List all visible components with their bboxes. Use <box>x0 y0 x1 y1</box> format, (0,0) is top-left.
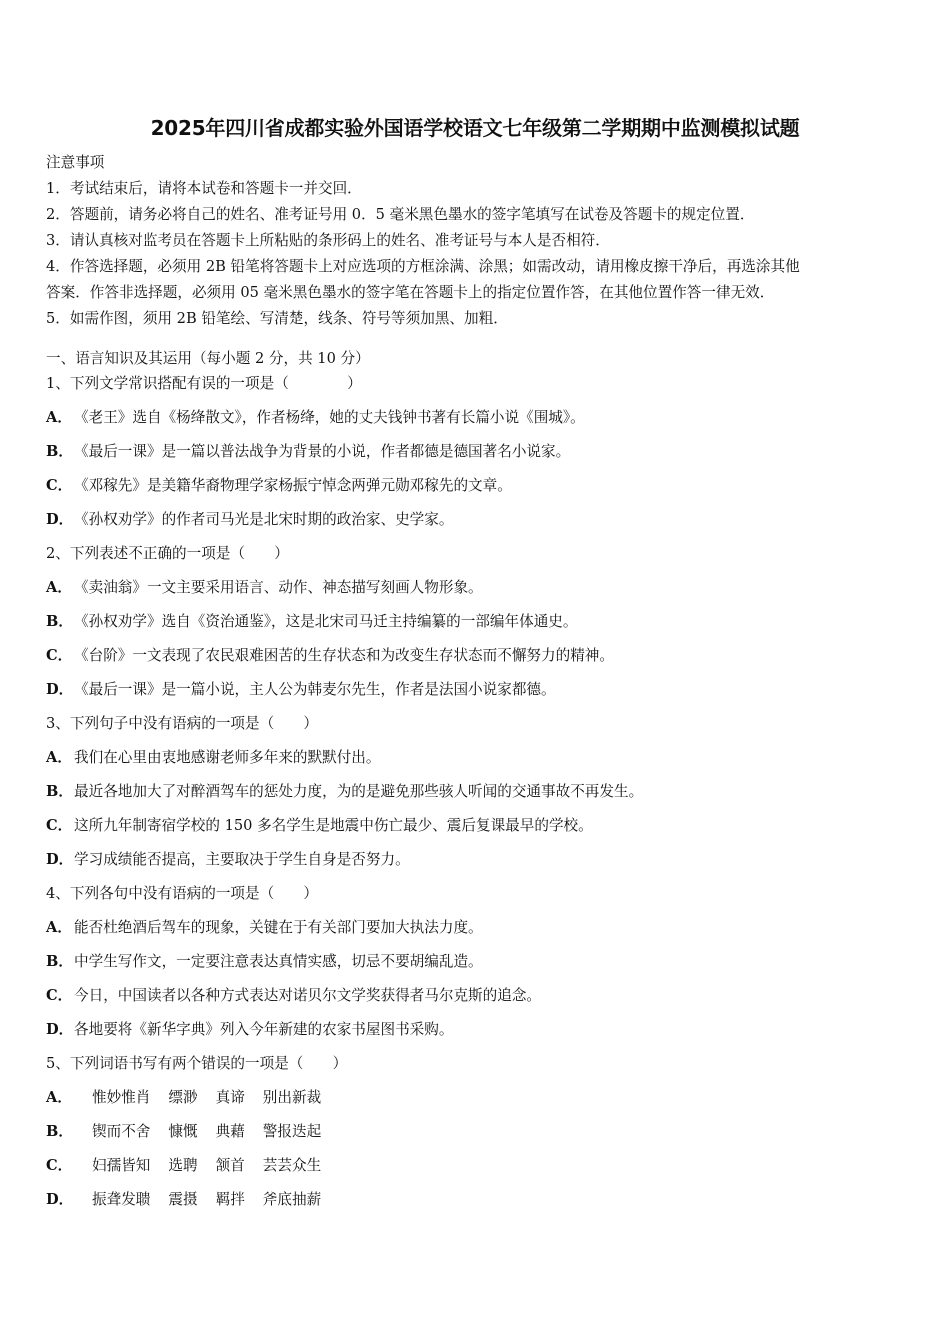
word: 选聘 <box>168 1157 198 1174</box>
option-text: 今日，中国读者以各种方式表达对诺贝尔文学奖获得者马尔克斯的追念。 <box>74 987 542 1004</box>
option-text: 《老王》选自《杨绛散文》，作者杨绛，她的丈夫钱钟书著有长篇小说《围城》。 <box>74 409 585 426</box>
word: 别出新裁 <box>262 1089 322 1106</box>
option-a <box>46 576 904 610</box>
option-letter: C． <box>46 817 73 834</box>
notes-block <box>46 150 904 332</box>
word: 羁拌 <box>215 1191 245 1208</box>
option-letter: D． <box>46 681 74 698</box>
word: 缥渺 <box>168 1089 198 1106</box>
option-b <box>46 1120 904 1154</box>
option-c <box>46 814 904 848</box>
option-text: 能否杜绝酒后驾车的现象，关键在于有关部门要加大执法力度。 <box>74 919 483 936</box>
question-stem: 1、下列文学常识搭配有误的一项是（ ） <box>46 375 362 392</box>
option-c <box>46 1154 904 1188</box>
word: 警报迭起 <box>262 1123 322 1140</box>
question-stem: 3、下列句子中没有语病的一项是（ ） <box>46 715 318 732</box>
option-letter: A． <box>46 579 72 596</box>
option-letter: A． <box>46 749 72 766</box>
option-text: 中学生写作文，一定要注意表达真情实感，切忌不要胡编乱造。 <box>74 953 483 970</box>
word: 振聋发聩 <box>92 1191 151 1208</box>
notes-item: 3．请认真核对监考员在答题卡上所粘贴的条形码上的姓名、准考证号与本人是否相符． <box>46 232 610 249</box>
notes-item: 答案．作答非选择题，必须用 05 毫米黑色墨水的签字笔在答题卡上的指定位置作答，在其他位置作答一律无效． <box>46 284 775 301</box>
notes-item: 4．作答选择题，必须用 2B 铅笔将答题卡上对应选项的方框涂满、涂黑；如需改动，请用橡皮擦干净后，再选涂其他 <box>46 258 800 275</box>
word: 锲而不舍 <box>92 1123 151 1140</box>
word: 惟妙惟肖 <box>92 1089 151 1106</box>
word: 斧底抽薪 <box>262 1191 322 1208</box>
option-b <box>46 780 904 814</box>
option-letter: C． <box>46 1157 73 1174</box>
word: 震摄 <box>168 1191 198 1208</box>
option-text: 《最后一课》是一篇小说，主人公为韩麦尔先生，作者是法国小说家都德。 <box>74 681 556 698</box>
option-letter: D． <box>46 1191 74 1208</box>
option-letter: A． <box>46 409 72 426</box>
option-letter: C． <box>46 987 73 1004</box>
page-title: 2025年四川省成都实验外国语学校语文七年级第二学期期中监测模拟试题 <box>150 116 800 140</box>
option-letter: B． <box>46 953 73 970</box>
option-b <box>46 950 904 984</box>
question-stem: 4、下列各句中没有语病的一项是（ ） <box>46 885 318 902</box>
question-stem: 2、下列表述不正确的一项是（ ） <box>46 545 289 562</box>
option-letter: D． <box>46 511 74 528</box>
option-letter: C． <box>46 477 73 494</box>
option-text: 《最后一课》是一篇以普法战争为背景的小说，作者都德是德国著名小说家。 <box>74 443 571 460</box>
word: 妇孺皆知 <box>92 1157 151 1174</box>
option-a <box>46 1086 904 1120</box>
word: 颔首 <box>215 1157 245 1174</box>
option-a <box>46 916 904 950</box>
question-stem: 5、下列词语书写有两个错误的一项是（ ） <box>46 1055 348 1072</box>
notes-item: 5．如需作图，须用 2B 铅笔绘、写清楚，线条、符号等须加黑、加粗． <box>46 310 508 327</box>
section-title: 一、语言知识及其运用（每小题 2 分，共 10 分） <box>46 350 370 367</box>
option-b <box>46 610 904 644</box>
option-b <box>46 440 904 474</box>
option-letter: C． <box>46 647 73 664</box>
option-text: 《孙权劝学》的作者司马光是北宋时期的政治家、史学家。 <box>74 511 454 528</box>
word: 真谛 <box>215 1089 245 1106</box>
option-text: 《孙权劝学》选自《资治通鉴》，这是北宋司马迁主持编纂的一部编年体通史。 <box>74 613 578 630</box>
option-c <box>46 474 904 508</box>
option-letter: D． <box>46 851 74 868</box>
option-c <box>46 644 904 678</box>
option-a <box>46 746 904 780</box>
option-letter: B． <box>46 443 73 460</box>
notes-heading: 注意事项 <box>46 154 105 171</box>
notes-item: 1．考试结束后，请将本试卷和答题卡一并交回． <box>46 180 362 197</box>
word: 典藉 <box>215 1123 245 1140</box>
option-d <box>46 1188 904 1222</box>
option-text: 这所九年制寄宿学校的 150 多名学生是地震中伤亡最少、震后复课最早的学校。 <box>74 817 593 834</box>
word: 芸芸众生 <box>262 1157 322 1174</box>
option-letter: A． <box>46 919 72 936</box>
option-c <box>46 984 904 1018</box>
option-letter: B． <box>46 1123 73 1140</box>
option-text: 《台阶》一文表现了农民艰难困苦的生存状态和为改变生存状态而不懈努力的精神。 <box>74 647 614 664</box>
option-d <box>46 1018 904 1052</box>
option-letter: A． <box>46 1089 72 1106</box>
option-text: 学习成绩能否提高，主要取决于学生自身是否努力。 <box>74 851 410 868</box>
option-text: 最近各地加大了对醉酒驾车的惩处力度，为的是避免那些骇人听闻的交通事故不再发生。 <box>74 783 644 800</box>
option-d <box>46 508 904 542</box>
option-text: 《卖油翁》一文主要采用语言、动作、神态描写刻画人物形象。 <box>74 579 483 596</box>
option-letter: D． <box>46 1021 74 1038</box>
word: 慷慨 <box>168 1123 198 1140</box>
option-d <box>46 678 904 712</box>
option-text: 《邓稼先》是美籍华裔物理学家杨振宁悼念两弹元勋邓稼先的文章。 <box>74 477 512 494</box>
section-language-knowledge <box>46 346 904 1222</box>
option-letter: B． <box>46 613 73 630</box>
option-a <box>46 406 904 440</box>
option-text: 我们在心里由衷地感谢老师多年来的默默付出。 <box>74 749 381 766</box>
option-letter: B． <box>46 783 73 800</box>
option-text: 各地要将《新华字典》列入今年新建的农家书屋图书采购。 <box>74 1021 454 1038</box>
option-d <box>46 848 904 882</box>
notes-item: 2．答题前，请务必将自己的姓名、准考证号用 0．5 毫米黑色墨水的签字笔填写在试卷及答题卡的规定位置． <box>46 206 755 223</box>
